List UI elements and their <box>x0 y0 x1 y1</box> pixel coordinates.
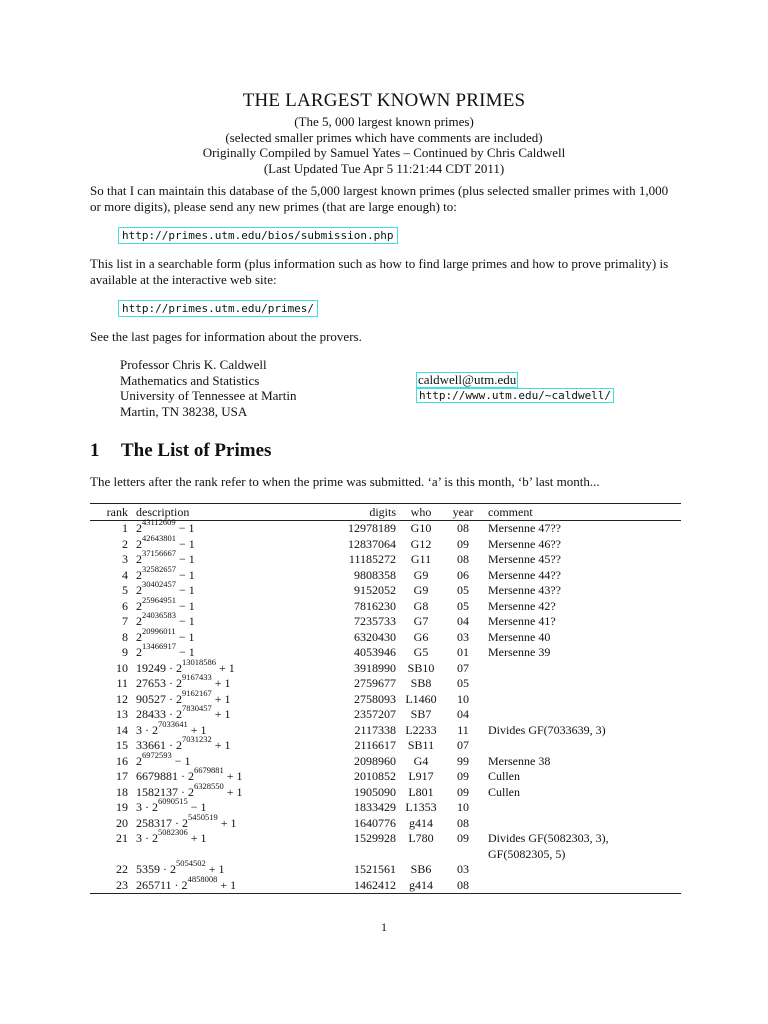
comment-text: Mersenne 43?? <box>488 583 561 597</box>
section-number: 1 <box>90 440 100 461</box>
who-cell: G9 <box>413 567 429 582</box>
comment-text: Mersenne 38 <box>488 753 551 768</box>
comment-text: Mersenne 42? <box>488 598 556 613</box>
who-cell: G7 <box>413 614 429 628</box>
description-base: 19249 · 2 <box>136 660 182 675</box>
year-cell: 04 <box>457 614 469 628</box>
table-row <box>90 614 681 630</box>
homepage-link[interactable]: http://www.utm.edu/~caldwell/ <box>416 388 614 403</box>
description-tail: + 1 <box>217 877 237 892</box>
description-tail: + 1 <box>211 691 231 706</box>
description-exponent: 6972593 <box>142 749 172 760</box>
year-cell: 03 <box>457 629 469 644</box>
description-base: 2 <box>136 552 142 566</box>
description-exponent: 7830457 <box>182 703 212 713</box>
description-base: 33661 · 2 <box>136 738 182 752</box>
description-exponent: 9162167 <box>182 687 212 698</box>
description-base: 1582137 · 2 <box>136 784 194 799</box>
description-base: 2 <box>136 645 142 659</box>
comment-text: Mersenne 39 <box>488 645 551 659</box>
email-link[interactable]: caldwell@utm.edu <box>418 372 517 387</box>
year-cell: 99 <box>457 753 469 768</box>
description-tail: − 1 <box>176 536 195 551</box>
table-row <box>90 676 681 692</box>
rank-cell: 23 <box>90 878 136 894</box>
description-exponent: 13018586 <box>182 656 216 667</box>
year-cell: 10 <box>457 800 469 814</box>
description-base: 5359 · 2 <box>136 862 176 876</box>
rank-cell: 21 <box>116 831 128 845</box>
comment-cell <box>480 552 681 568</box>
digits-cell: 1529928 <box>354 831 396 845</box>
year-cell: 09 <box>457 831 469 845</box>
description-tail: + 1 <box>187 831 207 845</box>
digits-cell: 1905090 <box>354 784 396 799</box>
comment-cell <box>480 769 681 785</box>
digits-cell: 1640776 <box>354 815 396 830</box>
comment-text: Divides GF(7033639, 3) <box>488 722 606 737</box>
comment-text: Cullen <box>488 784 520 799</box>
table-row <box>90 754 681 770</box>
digits-cell: 9808358 <box>354 567 396 582</box>
table-row <box>90 878 681 894</box>
digits-cell: 1521561 <box>354 862 396 876</box>
who-cell: SB11 <box>407 738 435 752</box>
rank-letters-note: The letters after the rank refer to when the prime was submitted. ‘a’ is this month, ‘b’ last month... <box>90 474 600 489</box>
year-cell: 06 <box>457 567 469 582</box>
provers-paragraph: See the last pages for information about the provers. <box>90 329 362 344</box>
description-base: 90527 · 2 <box>136 691 182 706</box>
rank-cell: 10 <box>116 660 128 675</box>
header-description: description <box>136 504 296 521</box>
description-tail: + 1 <box>216 660 235 675</box>
table-row <box>90 645 681 661</box>
table-row <box>90 583 681 599</box>
contact-city: Martin, TN 38238, USA <box>120 403 248 419</box>
who-cell: L917 <box>408 769 434 783</box>
who-cell: L801 <box>408 784 434 799</box>
description-base: 28433 · 2 <box>136 707 182 721</box>
subtitle-compilers: Originally Compiled by Samuel Yates – Continued by Chris Caldwell <box>202 145 566 160</box>
who-cell: SB7 <box>410 707 432 721</box>
primes-site-link[interactable]: http://primes.utm.edu/primes/ <box>118 300 318 317</box>
description-exponent: 20996011 <box>142 625 176 636</box>
description-base: 2 <box>136 629 142 644</box>
description-base: 27653 · 2 <box>136 676 182 690</box>
description-base: 2 <box>136 614 142 628</box>
year-cell: 11 <box>457 722 469 737</box>
rank-cell: 22 <box>116 862 128 876</box>
submission-link[interactable]: http://primes.utm.edu/bios/submission.php <box>118 227 398 244</box>
description-exponent: 6679881 <box>194 765 224 775</box>
year-cell: 08 <box>446 878 480 894</box>
digits-cell: 2098960 <box>354 753 396 768</box>
description-exponent: 7031232 <box>182 734 212 744</box>
comment-cell <box>480 754 681 770</box>
intro-paragraph: So that I can maintain this database of the 5,000 largest known primes (plus selected smaller primes with 1,000 or more digits), please send any new primes (that are large enough) to: <box>90 183 669 214</box>
document-header <box>0 90 768 176</box>
searchable-paragraph: This list in a searchable form (plus information such as how to find large primes and how to prove primality) is available at the interactive web site: <box>90 256 669 287</box>
description-base: 2 <box>136 521 142 535</box>
digits-cell: 9152052 <box>354 583 396 597</box>
description-base: 2 <box>136 567 142 582</box>
description-base: 3 · 2 <box>136 800 158 814</box>
year-cell: 05 <box>457 583 469 597</box>
primes-table <box>90 503 681 894</box>
rank-cell: 13 <box>116 707 128 721</box>
description-base: 6679881 · 2 <box>136 769 194 783</box>
rank-cell: 19 <box>116 800 128 814</box>
page-number: 1 <box>381 920 387 934</box>
comment-cell <box>480 816 681 832</box>
description-tail: − 1 <box>176 645 195 659</box>
description-exponent: 25964951 <box>142 594 176 605</box>
comment-cell <box>480 614 681 630</box>
description-exponent: 6090515 <box>158 796 188 806</box>
digits-cell: 2116617 <box>354 738 396 752</box>
description-tail: − 1 <box>175 521 195 535</box>
year-cell: 07 <box>457 660 469 675</box>
description-exponent: 43112609 <box>142 517 176 527</box>
table-row <box>90 599 681 615</box>
description-tail: − 1 <box>176 567 195 582</box>
table-header-row <box>90 504 681 521</box>
comment-text: Mersenne 46?? <box>488 536 561 551</box>
description-exponent: 4858008 <box>187 873 218 884</box>
description-tail: − 1 <box>175 629 195 644</box>
who-cell: L780 <box>408 831 434 845</box>
comment-cell <box>480 738 681 754</box>
description-tail: + 1 <box>211 676 231 690</box>
subtitle-count: (The 5, 000 largest known primes) <box>294 114 474 129</box>
rank-cell: 12 <box>116 691 128 706</box>
year-cell: 05 <box>457 676 469 690</box>
who-cell: G9 <box>413 583 429 597</box>
who-cell: SB10 <box>407 660 435 675</box>
description-tail: − 1 <box>176 552 195 566</box>
description-tail: − 1 <box>176 583 195 597</box>
digits-cell: 7235733 <box>354 614 396 628</box>
digits-cell: 1833429 <box>354 800 396 814</box>
description-exponent: 7033641 <box>158 718 188 729</box>
description-cell <box>136 641 296 661</box>
description-tail: − 1 <box>176 598 195 613</box>
description-tail: − 1 <box>171 753 191 768</box>
description-tail: + 1 <box>223 784 243 799</box>
year-cell: 09 <box>457 784 469 799</box>
comment-cell <box>480 583 681 599</box>
digits-cell: 12837064 <box>348 536 396 551</box>
contact-university: University of Tennessee at Martin <box>120 388 297 403</box>
rank-cell: 20 <box>116 815 128 830</box>
description-base: 258317 · 2 <box>136 815 188 830</box>
comment-cell <box>480 630 681 646</box>
who-cell: G10 <box>410 521 432 535</box>
rank-cell: 2 <box>122 536 128 551</box>
rank-cell: 16 <box>116 753 128 768</box>
who-cell: g414 <box>396 878 446 894</box>
header-year: year <box>446 504 480 521</box>
digits-cell: 11185272 <box>348 552 396 566</box>
description-tail: + 1 <box>211 738 231 752</box>
rank-cell: 4 <box>122 567 128 582</box>
header-who: who <box>396 504 446 521</box>
year-cell: 05 <box>457 598 469 613</box>
comment-text: Mersenne 45?? <box>488 552 561 566</box>
rank-cell: 14 <box>116 722 128 737</box>
comment-cell <box>480 692 681 708</box>
comment-text: Divides GF(5082303, 3), <box>488 831 609 845</box>
digits-cell: 2010852 <box>354 769 396 783</box>
description-cell <box>136 718 296 739</box>
description-exponent: 5450519 <box>188 811 218 822</box>
comment-text: Mersenne 40 <box>488 629 551 644</box>
digits-cell: 2759677 <box>354 676 396 690</box>
description-exponent: 13466917 <box>142 641 176 651</box>
who-cell: L2233 <box>405 722 437 737</box>
table-row <box>90 800 681 816</box>
comment-cell <box>480 831 681 862</box>
rank-cell: 3 <box>122 552 128 566</box>
year-cell: 07 <box>457 738 469 752</box>
comment-text: Mersenne 41? <box>488 614 556 628</box>
description-base: 3 · 2 <box>136 831 158 845</box>
description-cell <box>136 873 296 894</box>
subtitle-selection: (selected smaller primes which have comments are included) <box>225 129 543 145</box>
digits-cell: 6320430 <box>354 629 396 644</box>
description-exponent: 42643801 <box>142 532 176 543</box>
description-exponent: 24036583 <box>142 610 176 620</box>
section-heading <box>90 440 271 462</box>
year-cell: 08 <box>457 552 469 566</box>
digits-cell: 12978189 <box>348 521 396 535</box>
subtitle-updated: (Last Updated Tue Apr 5 11:21:44 CDT 2011) <box>263 160 505 176</box>
year-cell: 08 <box>457 815 469 830</box>
table-row <box>90 723 681 739</box>
who-cell: L1460 <box>405 691 437 706</box>
who-cell: G12 <box>410 536 432 551</box>
year-cell: 03 <box>457 862 469 876</box>
digits-cell: 2117338 <box>354 722 396 737</box>
description-cell <box>136 656 296 677</box>
description-tail: + 1 <box>223 769 243 783</box>
section-title: The List of Primes <box>121 440 272 461</box>
who-cell: G11 <box>410 552 432 566</box>
rank-cell: 18 <box>116 784 128 799</box>
description-exponent: 9167433 <box>182 672 212 682</box>
digits-cell: 2758093 <box>354 691 396 706</box>
description-base: 2 <box>136 753 142 768</box>
description-tail: + 1 <box>187 722 207 737</box>
contact-name: Professor Chris K. Caldwell <box>120 357 267 372</box>
description-base: 3 · 2 <box>136 722 158 737</box>
description-tail: + 1 <box>217 815 237 830</box>
comment-cell <box>480 800 681 816</box>
comment-cell <box>480 661 681 677</box>
comment-cell <box>480 723 681 739</box>
rank-cell: 11 <box>116 676 128 690</box>
year-cell: 10 <box>457 691 469 706</box>
table-row <box>90 738 681 754</box>
year-cell: 01 <box>457 645 469 659</box>
table-row <box>90 630 681 646</box>
description-exponent: 30402457 <box>142 579 176 589</box>
comment-cell <box>480 676 681 692</box>
who-cell: g414 <box>409 815 433 830</box>
table-body <box>90 517 681 894</box>
comment-text: Mersenne 47?? <box>488 521 561 535</box>
comment-cell <box>480 707 681 723</box>
contact-address <box>120 357 296 419</box>
contact-dept: Mathematics and Statistics <box>120 372 260 388</box>
description-base: 265711 · 2 <box>136 877 188 892</box>
description-exponent: 5082306 <box>158 827 188 837</box>
rank-cell: 5 <box>122 583 128 597</box>
rank-cell: 15 <box>116 738 128 752</box>
who-cell: G8 <box>413 598 429 613</box>
description-base: 2 <box>136 536 142 551</box>
comment-cell <box>480 521 681 537</box>
rank-cell: 6 <box>122 598 128 613</box>
comment-text: Mersenne 44?? <box>488 567 561 582</box>
who-cell: G5 <box>413 645 429 659</box>
comment-cell <box>480 645 681 661</box>
digits-cell: 3918990 <box>354 660 396 675</box>
rank-cell: 9 <box>122 645 128 659</box>
comment-text-continued: GF(5082305, 5) <box>488 846 566 861</box>
who-cell: SB6 <box>410 862 432 876</box>
description-exponent: 5054502 <box>176 858 206 868</box>
who-cell: L1353 <box>405 800 437 814</box>
digits-cell: 4053946 <box>354 645 396 659</box>
table-row <box>90 537 681 553</box>
table-row <box>90 692 681 708</box>
description-tail: + 1 <box>211 707 231 721</box>
year-cell: 08 <box>457 521 469 535</box>
year-cell: 09 <box>457 769 469 783</box>
description-tail: − 1 <box>187 800 207 814</box>
document-title: THE LARGEST KNOWN PRIMES <box>242 90 526 111</box>
description-base: 2 <box>136 598 142 613</box>
description-tail: + 1 <box>205 862 225 876</box>
description-exponent: 37156667 <box>142 548 176 558</box>
who-cell: SB8 <box>410 676 432 690</box>
digits-cell: 2357207 <box>354 707 396 721</box>
comment-cell <box>480 862 681 878</box>
year-cell: 09 <box>457 536 469 551</box>
description-cell <box>136 672 296 692</box>
comment-cell <box>480 568 681 584</box>
comment-cell <box>480 537 681 553</box>
comment-text: Cullen <box>488 769 520 783</box>
table-row <box>90 769 681 785</box>
description-tail: − 1 <box>176 614 195 628</box>
table-row <box>90 521 681 537</box>
comment-cell <box>480 599 681 615</box>
rank-cell: 7 <box>122 614 128 628</box>
rank-cell: 1 <box>122 521 128 535</box>
rank-cell: 17 <box>116 769 128 783</box>
header-rank: rank <box>90 504 136 521</box>
who-cell: G4 <box>413 753 429 768</box>
table-row <box>90 552 681 568</box>
year-cell: 04 <box>457 707 469 721</box>
table-row <box>90 661 681 677</box>
description-exponent: 32582657 <box>142 563 176 574</box>
table-row <box>90 862 681 878</box>
comment-cell <box>480 785 681 801</box>
comment-cell <box>480 878 681 894</box>
description-cell <box>136 687 296 708</box>
rank-cell: 8 <box>122 629 128 644</box>
who-cell: G6 <box>413 629 429 644</box>
digits-cell: 7816230 <box>354 598 396 613</box>
description-exponent: 6328550 <box>194 780 224 791</box>
table-row <box>90 568 681 584</box>
description-cell <box>136 827 296 862</box>
header-digits: digits <box>296 504 396 521</box>
description-base: 2 <box>136 583 142 597</box>
digits-cell: 1462412 <box>296 878 396 894</box>
header-comment: comment <box>480 504 681 521</box>
